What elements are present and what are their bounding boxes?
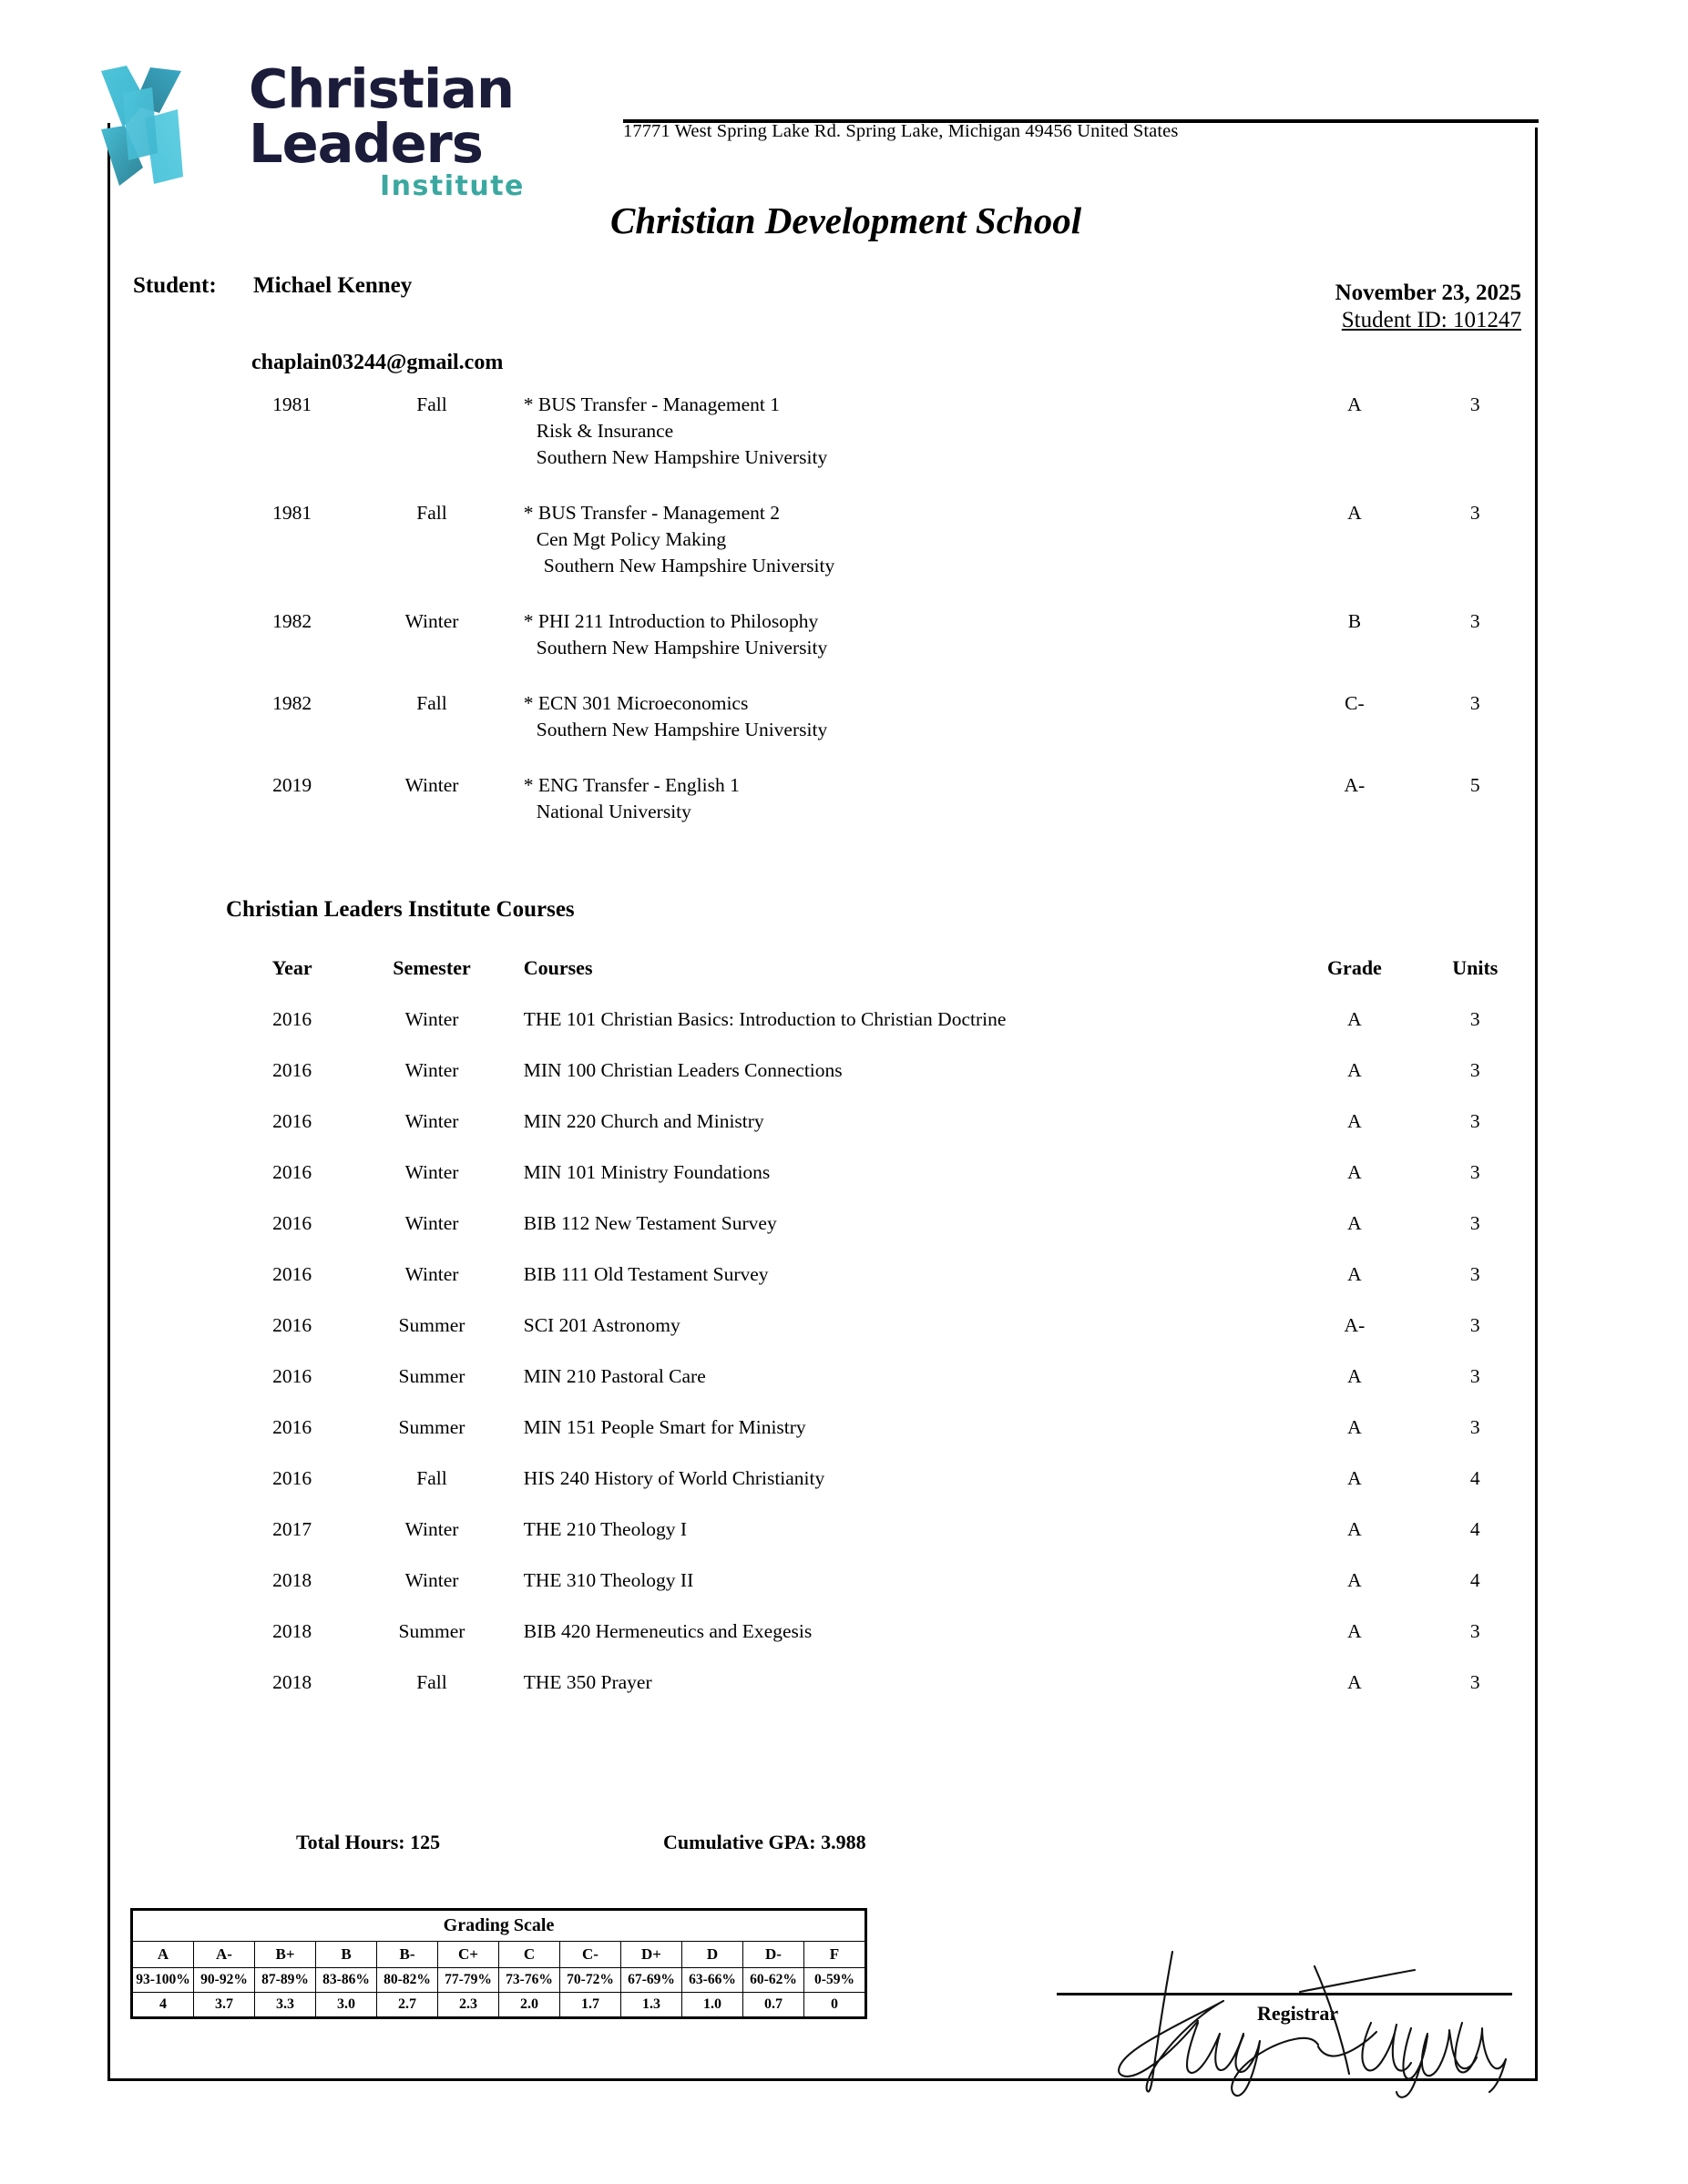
transfer-units: 3: [1469, 393, 1480, 415]
transfer-row: [228, 692, 1530, 741]
cli-semester: Winter: [404, 1110, 459, 1132]
cli-section-heading: Christian Leaders Institute Courses: [226, 897, 575, 922]
transfer-year: 2019: [272, 774, 312, 796]
cli-semester: Summer: [398, 1365, 465, 1387]
grading-scale-percent: 77-79%: [438, 1968, 499, 1993]
student-label: Student:: [133, 273, 217, 298]
transfer-institution: Southern New Hampshire University: [536, 637, 828, 658]
cli-units: 3: [1469, 1671, 1480, 1693]
grading-scale-grade: C-: [560, 1942, 621, 1968]
total-hours: Total Hours: 125: [296, 1831, 441, 1853]
cli-units: 3: [1469, 1059, 1480, 1081]
cli-course-row: [228, 1569, 1530, 1620]
transfer-grade: C-: [1345, 692, 1365, 714]
grading-scale-points: 3.7: [194, 1993, 255, 2018]
cli-semester: Winter: [404, 1569, 459, 1591]
cli-course-title: THE 210 Theology I: [523, 1518, 688, 1540]
grading-scale-percent-row: [132, 1968, 866, 1993]
grading-scale-points: 0.7: [743, 1993, 804, 2018]
cli-course-title: MIN 151 People Smart for Ministry: [523, 1416, 806, 1438]
cli-year: 2016: [272, 1416, 312, 1438]
grading-scale-percent: 0-59%: [804, 1968, 866, 1993]
logo-text-line2: Leaders: [249, 112, 483, 175]
grading-scale-points: 1.3: [621, 1993, 682, 2018]
cli-year: 2016: [272, 1314, 312, 1336]
cli-course-title: MIN 101 Ministry Foundations: [523, 1161, 771, 1183]
cli-year: 2016: [272, 1467, 312, 1489]
cli-grade: A: [1347, 1518, 1362, 1540]
transfer-course-cell: [507, 502, 1289, 577]
transfer-year: 1982: [272, 610, 312, 632]
cli-course-title: MIN 220 Church and Ministry: [523, 1110, 764, 1132]
cli-units: 3: [1469, 1365, 1480, 1387]
transfer-units: 5: [1469, 774, 1480, 796]
cli-units: 3: [1469, 1008, 1480, 1030]
grading-scale-percent: 63-66%: [682, 1968, 743, 1993]
grading-scale-percent: 73-76%: [499, 1968, 560, 1993]
grading-scale-grade: D-: [743, 1942, 804, 1968]
transfer-semester: Winter: [404, 610, 459, 632]
grading-scale-grade: A: [132, 1942, 194, 1968]
logo-text-line1: Christian: [249, 57, 514, 120]
transfer-year: 1981: [272, 393, 312, 415]
grading-scale-grade: C: [499, 1942, 560, 1968]
cli-grade: A: [1347, 1263, 1362, 1285]
cli-year: 2016: [272, 1212, 312, 1234]
grading-scale-percent: 80-82%: [377, 1968, 438, 1993]
cli-semester: Winter: [404, 1161, 459, 1183]
grading-scale-grade: D: [682, 1942, 743, 1968]
grading-scale-points: 1.7: [560, 1993, 621, 2018]
transfer-course-cell: [507, 393, 1289, 469]
cli-course-row: [228, 1365, 1530, 1416]
transfer-course-cell: [507, 774, 1289, 823]
grading-scale-points: 2.3: [438, 1993, 499, 2018]
cli-course-row: [228, 1212, 1530, 1263]
transfer-semester: Fall: [416, 692, 447, 714]
cli-course-title: BIB 420 Hermeneutics and Exegesis: [523, 1620, 813, 1642]
cli-year: 2018: [272, 1569, 312, 1591]
cli-grade: A: [1347, 1467, 1362, 1489]
transfer-courses-table: [228, 393, 1530, 823]
cli-semester: Winter: [404, 1059, 459, 1081]
grading-scale-percent: 83-86%: [316, 1968, 377, 1993]
cli-course-row: [228, 1110, 1530, 1161]
cli-course-row: [228, 1263, 1530, 1314]
cli-year: 2016: [272, 1263, 312, 1285]
grading-scale-grade: B-: [377, 1942, 438, 1968]
grading-scale-points: 4: [132, 1993, 194, 2018]
cli-semester: Winter: [404, 1008, 459, 1030]
grading-scale-points-row: [132, 1993, 866, 2018]
grading-scale-table: [130, 1908, 867, 2019]
cli-semester: Summer: [398, 1314, 465, 1336]
transfer-units: 3: [1469, 692, 1480, 714]
logo-text-line3: Institute: [380, 170, 525, 202]
transfer-course-title: * BUS Transfer - Management 1: [523, 393, 780, 415]
row-spacer: [228, 659, 1530, 692]
transfer-row: [228, 610, 1530, 659]
cli-logo-mark: [87, 62, 232, 189]
column-header-year: Year: [271, 956, 312, 979]
grading-scale-percent: 93-100%: [132, 1968, 194, 1993]
grading-scale-points: 1.0: [682, 1993, 743, 2018]
cli-table-header: [228, 956, 1530, 980]
grading-scale-percent: 67-69%: [621, 1968, 682, 1993]
cli-year: 2016: [272, 1161, 312, 1183]
row-spacer: [228, 577, 1530, 610]
student-name: Michael Kenney: [253, 273, 413, 298]
transfer-units: 3: [1469, 610, 1480, 632]
transfer-course-subtitle: Risk & Insurance: [536, 420, 674, 442]
transfer-row: [228, 502, 1530, 577]
institution-address: 17771 West Spring Lake Rd. Spring Lake, Michigan 49456 United States: [623, 121, 1179, 141]
student-email: chaplain03244@gmail.com: [251, 351, 504, 374]
grading-scale-points: 2.0: [499, 1993, 560, 2018]
column-header-courses: Courses: [523, 956, 593, 979]
cli-grade: A: [1347, 1212, 1362, 1234]
cli-grade: A: [1347, 1008, 1362, 1030]
cli-year: 2016: [272, 1008, 312, 1030]
cli-units: 3: [1469, 1416, 1480, 1438]
grading-scale-percent: 87-89%: [255, 1968, 316, 1993]
grading-scale-percent: 70-72%: [560, 1968, 621, 1993]
cli-course-row: [228, 1008, 1530, 1059]
grading-scale-points: 2.7: [377, 1993, 438, 2018]
cli-units: 3: [1469, 1620, 1480, 1642]
cli-course-title: MIN 210 Pastoral Care: [523, 1365, 706, 1387]
cli-year: 2018: [272, 1671, 312, 1693]
transfer-row: [228, 774, 1530, 823]
cli-grade: A-: [1344, 1314, 1366, 1336]
cli-grade: A: [1347, 1161, 1362, 1183]
cli-course-title: THE 101 Christian Basics: Introduction to Christian Doctrine: [523, 1008, 1007, 1030]
transfer-institution: Southern New Hampshire University: [536, 446, 828, 468]
cli-course-title: BIB 111 Old Testament Survey: [523, 1263, 769, 1285]
transfer-institution: National University: [536, 801, 691, 822]
cli-course-row: [228, 1467, 1530, 1518]
transfer-course-title: * PHI 211 Introduction to Philosophy: [523, 610, 819, 632]
transfer-institution: Southern New Hampshire University: [536, 719, 828, 740]
transfer-course-title: * BUS Transfer - Management 2: [523, 502, 780, 524]
transfer-units: 3: [1469, 502, 1480, 524]
grading-scale-grade: B: [316, 1942, 377, 1968]
cli-course-title: THE 350 Prayer: [523, 1671, 652, 1693]
cli-year: 2016: [272, 1110, 312, 1132]
cli-course-row: [228, 1161, 1530, 1212]
transfer-grade: A: [1347, 502, 1362, 524]
grading-scale-grade-row: [132, 1942, 866, 1968]
transfer-semester: Winter: [404, 774, 459, 796]
cli-course-row: [228, 1620, 1530, 1671]
cli-semester: Summer: [398, 1416, 465, 1438]
cli-grade: A: [1347, 1416, 1362, 1438]
cli-course-title: SCI 201 Astronomy: [523, 1314, 680, 1336]
transfer-course-subtitle: Cen Mgt Policy Making: [536, 528, 727, 550]
cli-grade: A: [1347, 1569, 1362, 1591]
column-header-semester: Semester: [393, 956, 471, 979]
transfer-course-title: * ECN 301 Microeconomics: [523, 692, 749, 714]
cli-grade: A: [1347, 1671, 1362, 1693]
cli-grade: A: [1347, 1365, 1362, 1387]
cli-grade: A: [1347, 1059, 1362, 1081]
cli-units: 4: [1469, 1518, 1480, 1540]
cli-grade: A: [1347, 1620, 1362, 1642]
cli-course-title: HIS 240 History of World Christianity: [523, 1467, 825, 1489]
cli-course-row: [228, 1314, 1530, 1365]
transfer-semester: Fall: [416, 393, 447, 415]
transfer-course-title: * ENG Transfer - English 1: [523, 774, 740, 796]
cli-course-title: MIN 100 Christian Leaders Connections: [523, 1059, 843, 1081]
student-id: Student ID: 101247: [1341, 308, 1521, 332]
cli-course-row: [228, 1059, 1530, 1110]
transfer-row: [228, 393, 1530, 469]
row-spacer: [228, 469, 1530, 502]
issue-date: November 23, 2025: [1335, 281, 1521, 305]
cli-units: 3: [1469, 1110, 1480, 1132]
school-title: Christian Development School: [610, 199, 1082, 241]
grading-scale-points: 0: [804, 1993, 866, 2018]
transfer-year: 1981: [272, 502, 312, 524]
transfer-grade: B: [1347, 610, 1362, 632]
column-header-grade: Grade: [1326, 956, 1382, 979]
cli-course-row: [228, 1518, 1530, 1569]
cli-units: 4: [1469, 1467, 1480, 1489]
cli-units: 3: [1469, 1212, 1480, 1234]
transfer-course-cell: [507, 610, 1289, 659]
cli-semester: Winter: [404, 1212, 459, 1234]
cumulative-gpa: Cumulative GPA: 3.988: [663, 1831, 866, 1853]
column-header-units: Units: [1452, 956, 1499, 979]
cli-year: 2016: [272, 1365, 312, 1387]
cli-course-title: THE 310 Theology II: [523, 1569, 694, 1591]
cli-semester: Fall: [416, 1671, 447, 1693]
cli-course-row: [228, 1671, 1530, 1722]
transfer-course-cell: [507, 692, 1289, 741]
cli-units: 3: [1469, 1161, 1480, 1183]
cli-year: 2018: [272, 1620, 312, 1642]
transfer-grade: A: [1347, 393, 1362, 415]
grading-scale-grade: B+: [255, 1942, 316, 1968]
cli-grade: A: [1347, 1110, 1362, 1132]
registrar-label: Registrar: [1257, 2002, 1339, 2025]
cli-semester: Winter: [404, 1518, 459, 1540]
cli-semester: Fall: [416, 1467, 447, 1489]
cli-year: 2016: [272, 1059, 312, 1081]
grading-scale-points: 3.3: [255, 1993, 316, 2018]
row-spacer: [228, 741, 1530, 774]
cli-courses-table: [228, 1008, 1530, 1722]
grading-scale-grade: C+: [438, 1942, 499, 1968]
grading-scale-grade: D+: [621, 1942, 682, 1968]
cli-semester: Summer: [398, 1620, 465, 1642]
signature-line: [1057, 1993, 1512, 1995]
cli-semester: Winter: [404, 1263, 459, 1285]
grading-scale-percent: 60-62%: [743, 1968, 804, 1993]
cli-course-title: BIB 112 New Testament Survey: [523, 1212, 777, 1234]
transfer-semester: Fall: [416, 502, 447, 524]
transfer-year: 1982: [272, 692, 312, 714]
transfer-grade: A-: [1344, 774, 1366, 796]
transfer-institution: Southern New Hampshire University: [543, 555, 835, 577]
grading-scale-title-row: [132, 1910, 866, 1942]
cli-units: 3: [1469, 1263, 1480, 1285]
institution-logo: [87, 57, 597, 262]
cli-course-row: [228, 1416, 1530, 1467]
grading-scale-title: Grading Scale: [132, 1910, 866, 1942]
cli-year: 2017: [272, 1518, 312, 1540]
cli-units: 3: [1469, 1314, 1480, 1336]
grading-scale-grade: A-: [194, 1942, 255, 1968]
transcript-meta: [1294, 281, 1521, 333]
grading-scale-grade: F: [804, 1942, 866, 1968]
grading-scale-points: 3.0: [316, 1993, 377, 2018]
cli-units: 4: [1469, 1569, 1480, 1591]
grading-scale-percent: 90-92%: [194, 1968, 255, 1993]
